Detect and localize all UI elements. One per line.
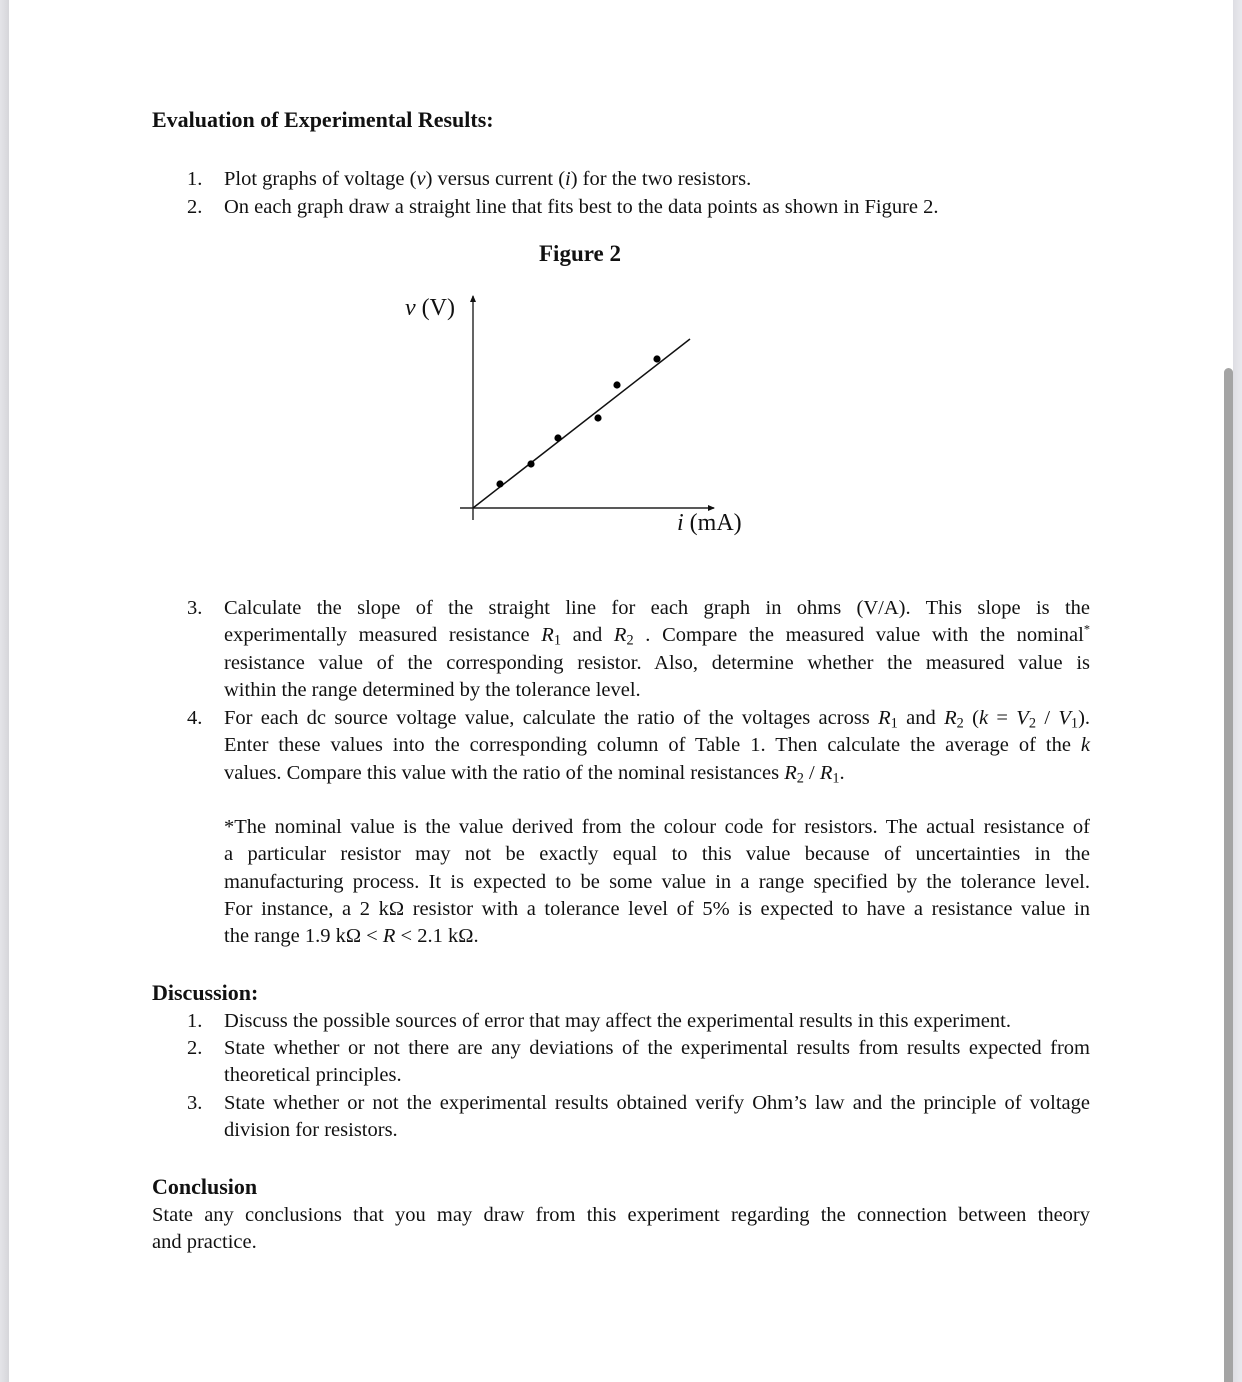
- x-axis-label: i (mA): [677, 510, 742, 536]
- data-point: [554, 434, 561, 441]
- eval-item-2-number: 2.: [187, 196, 203, 218]
- text-line: *The nominal value is the value derived from the colour code for resistors. The actual resistance of: [224, 816, 1090, 838]
- discussion-item-2-text: [224, 1035, 1090, 1090]
- eval-item-3-text: [224, 595, 1090, 704]
- text-line: division for resistors.: [224, 1119, 398, 1142]
- discussion-item-2-number: 2.: [187, 1037, 203, 1059]
- best-fit-line: [473, 339, 690, 508]
- nominal-value-footnote: [224, 814, 1090, 950]
- text-line: and practice.: [152, 1231, 257, 1254]
- eval-item-1-number: 1.: [187, 168, 203, 190]
- text-line: resistance value of the corresponding resistor. Also, determine whether the measured value is: [224, 651, 1090, 674]
- figure-title: Figure 2: [539, 241, 621, 266]
- text-line: a particular resistor may not be exactly equal to this value because of uncertainties in the: [224, 843, 1090, 866]
- data-point: [594, 414, 601, 421]
- y-axis-label: v (V): [405, 295, 455, 321]
- discussion-item-3-number: 3.: [187, 1092, 203, 1114]
- text-line: State whether or not there are any deviations of the experimental results from results expected from: [224, 1037, 1090, 1059]
- discussion-item-1-number: 1.: [187, 1010, 203, 1032]
- conclusion-heading: Conclusion: [152, 1174, 258, 1199]
- text-line: Calculate the slope of the straight line for each graph in ohms (V/A). This slope is the: [224, 597, 1090, 619]
- text-line: within the range determined by the tolerance level.: [224, 678, 641, 701]
- discussion-item-3-text: [224, 1090, 1090, 1145]
- text-line: the range 1.9 kΩ < R < 2.1 kΩ.: [224, 925, 479, 948]
- data-point: [613, 381, 620, 388]
- discussion-item-1-text: Discuss the possible sources of error that may affect the experimental results in this experiment.: [224, 1010, 1011, 1032]
- data-point: [496, 480, 503, 487]
- text-line: Enter these values into the corresponding column of Table 1. Then calculate the average of the k: [224, 734, 1090, 757]
- text-line: theoretical principles.: [224, 1064, 402, 1087]
- data-points: [496, 355, 660, 487]
- eval-item-4-number: 4.: [187, 707, 203, 729]
- conclusion-text: [152, 1202, 1090, 1257]
- text-line: For each dc source voltage value, calculate the ratio of the voltages across $R_1$ and $R_2$ $(k = V_2 / V_1)$.: [224, 707, 1091, 732]
- eval-item-3-number: 3.: [187, 597, 203, 619]
- text-line: For instance, a 2 kΩ resistor with a tolerance level of 5% is expected to have a resistance value in: [224, 897, 1090, 920]
- data-point: [527, 460, 534, 467]
- text-line: experimentally measured resistance $R_1$ and $R_2$ . Compare the measured value with the nominal*: [224, 622, 1090, 649]
- eval-item-2-text: On each graph draw a straight line that fits best to the data points as shown in Figure 2.: [224, 196, 939, 218]
- text-line: State whether or not the experimental results obtained verify Ohm’s law and the principle of voltage: [224, 1092, 1090, 1114]
- text-line: values. Compare this value with the ratio of the nominal resistances $R_2 / R_1$.: [224, 761, 845, 787]
- discussion-heading: Discussion:: [152, 980, 259, 1005]
- evaluation-heading: Evaluation of Experimental Results:: [152, 107, 494, 132]
- eval-item-4-text: [224, 705, 1090, 787]
- eval-item-1-text: Plot graphs of voltage (v) versus current (i) for the two resistors.: [224, 168, 752, 190]
- text-line: State any conclusions that you may draw from this experiment regarding the connection between theory: [152, 1204, 1090, 1226]
- text-line: manufacturing process. It is expected to be some value in a range specified by the tolerance level.: [224, 870, 1090, 893]
- data-point: [653, 355, 660, 362]
